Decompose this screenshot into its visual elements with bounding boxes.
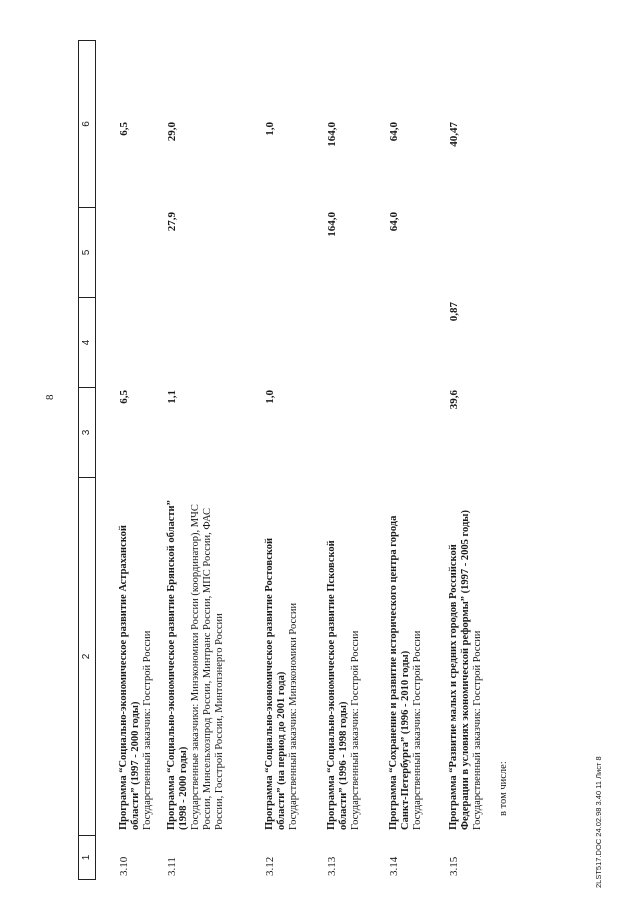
value-col-3: 6,5 [118, 390, 130, 404]
header-col-6: 6 [81, 121, 92, 127]
row-description [388, 500, 424, 830]
row-title: Программа “Социально-экономическое развитие Ростовской области” (на период до 2001 года) [264, 537, 287, 830]
row-title: Программа “Социально-экономическое развитие Псковской области” (1996 - 1998 годы) [326, 540, 349, 830]
value-col-3: 39,6 [448, 390, 460, 410]
value-col-5: 164,0 [326, 212, 338, 237]
row-number: 3.15 [448, 856, 460, 876]
value-col-4: 0,87 [448, 302, 460, 322]
row-title: Программа “Развитие малых и средних городов Российской Федерации в условиях экономической реформы” (1997 - 2005 годы) [448, 510, 471, 830]
row-description [264, 500, 300, 830]
row-number: 3.10 [118, 856, 130, 876]
row-number: 3.14 [388, 856, 400, 876]
header-col-2: 2 [79, 477, 95, 835]
row-body: Государственный заказчик: Госстрой России [350, 630, 361, 830]
row-body: Государственный заказчик: Минэкономики России [288, 602, 299, 830]
value-col-3: 1,1 [166, 390, 178, 404]
value-col-6: 64,0 [388, 122, 400, 142]
header-col-4: 4 [79, 297, 95, 387]
value-col-3: 1,0 [264, 390, 276, 404]
row-body: Государственные заказчики: Минэкономики России (координатор), МЧС России, Минсельхозпрод России, Минтранс России, МПС России, ФАС России, Госстрой России, Минтопэнерго России [190, 504, 225, 830]
table-header [78, 40, 96, 880]
table-sheet [78, 35, 603, 880]
in-total-label: в том числе: [498, 761, 509, 816]
value-col-6: 40,47 [448, 122, 460, 147]
value-col-6: 164,0 [326, 122, 338, 147]
value-col-6: 6,5 [118, 122, 130, 136]
header-col-3: 3 [79, 387, 95, 477]
row-description [166, 500, 226, 830]
row-number: 3.12 [264, 856, 276, 876]
footer-doc-code: 2LST517.DOC 24.02.98 3.40 11 Лист 8 [594, 756, 603, 888]
header-col-1: 1 [79, 835, 95, 879]
value-col-5: 27,9 [166, 212, 178, 232]
row-description [448, 500, 510, 830]
row-body: Государственный заказчик: Госстрой России [472, 630, 483, 830]
row-body: Государственный заказчик: Госстрой России [412, 630, 423, 830]
value-col-6: 1,0 [264, 122, 276, 136]
row-description [326, 500, 362, 830]
row-title: Программа “Социально-экономическое развитие Астраханской области” (1997 - 2000 годы) [118, 525, 141, 830]
row-body: Государственный заказчик: Госстрой России [142, 630, 153, 830]
row-title: Программа “Социально-экономическое развитие Брянской области” (1998 - 2000 годы) [166, 500, 189, 830]
value-col-6: 29,0 [166, 122, 178, 142]
header-col-5: 5 [79, 207, 95, 297]
row-title: Программа “Сохранение и развитие исторического центра города Санкт-Петербурга” (1996 - 2010 годы) [388, 515, 411, 830]
value-col-5: 64,0 [388, 212, 400, 232]
row-number: 3.13 [326, 856, 338, 876]
row-number: 3.11 [166, 857, 178, 876]
row-description [118, 500, 154, 830]
page-number: 8 [44, 394, 56, 400]
